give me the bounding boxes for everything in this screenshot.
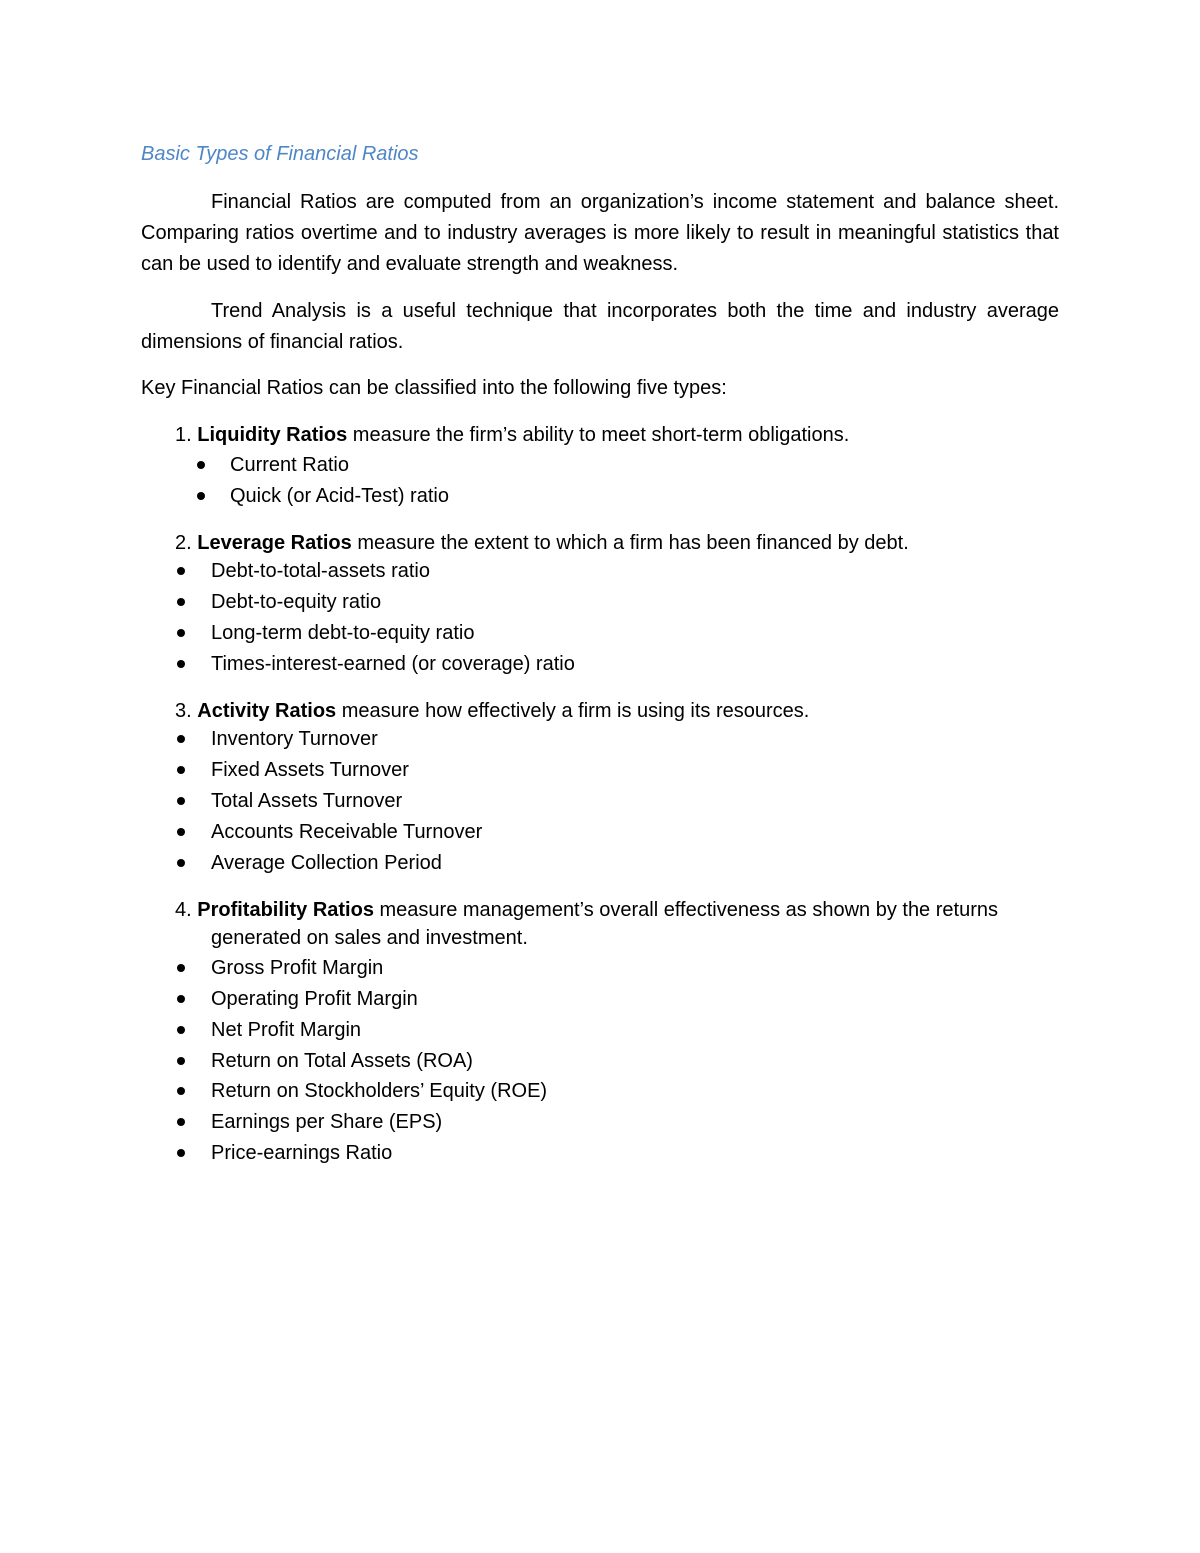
bullet-icon — [177, 1026, 185, 1034]
section-description: measure management’s overall effectiveness as shown by the returns — [373, 899, 998, 921]
list-item: Average Collection Period — [211, 852, 442, 874]
bullet-icon — [177, 859, 185, 867]
list-item: Return on Stockholders’ Equity (ROE) — [211, 1080, 548, 1102]
section-title: Leverage Ratios — [197, 532, 352, 554]
section-title: Activity Ratios — [197, 700, 337, 722]
intro-line: Key Financial Ratios can be classified into the following five types: — [141, 377, 727, 399]
section-description: measure how effectively a firm is using its resources. — [336, 700, 810, 722]
bullet-icon — [177, 1149, 185, 1157]
list-item: Current Ratio — [230, 454, 349, 476]
bullet-icon — [177, 964, 185, 972]
bullet-icon — [177, 828, 185, 836]
section-number: 4. — [175, 899, 192, 921]
section-number: 1. — [175, 424, 192, 446]
section-description-continued: generated on sales and investment. — [211, 927, 528, 949]
bullet-icon — [177, 660, 185, 668]
paragraph-text: Financial Ratios are computed from an organization’s income statement and balance sheet. Comparing ratios overtime and to industry averages is more likely to result in meaningful statistics that can be used to identify and evaluate strength and weakness. — [141, 191, 1059, 275]
list-item: Total Assets Turnover — [211, 790, 403, 812]
paragraph-text: Trend Analysis is a useful technique that incorporates both the time and industry average dimensions of financial ratios. — [141, 300, 1059, 353]
list-item: Return on Total Assets (ROA) — [211, 1050, 473, 1072]
section-description: measure the firm’s ability to meet short-term obligations. — [347, 424, 850, 446]
paragraph-financial-ratios — [141, 187, 1059, 280]
list-item: Debt-to-equity ratio — [211, 591, 382, 613]
list-item: Quick (or Acid-Test) ratio — [230, 485, 449, 507]
document-heading: Basic Types of Financial Ratios — [141, 143, 419, 165]
section-number: 3. — [175, 700, 192, 722]
section-liquidity-heading — [175, 421, 849, 449]
list-item: Net Profit Margin — [211, 1019, 362, 1041]
bullet-icon — [177, 735, 185, 743]
list-item: Operating Profit Margin — [211, 988, 418, 1010]
section-leverage-heading — [175, 529, 909, 557]
list-item: Long-term debt-to-equity ratio — [211, 622, 475, 644]
bullet-icon — [177, 1057, 185, 1065]
bullet-icon — [177, 598, 185, 606]
list-item: Times-interest-earned (or coverage) ratio — [211, 653, 575, 675]
bullet-icon — [177, 629, 185, 637]
bullet-icon — [177, 995, 185, 1003]
bullet-icon — [177, 1118, 185, 1126]
list-item: Gross Profit Margin — [211, 957, 384, 979]
paragraph-trend-analysis — [141, 296, 1059, 358]
bullet-icon — [177, 766, 185, 774]
section-title: Liquidity Ratios — [197, 424, 348, 446]
bullet-icon — [197, 461, 205, 469]
list-item: Fixed Assets Turnover — [211, 759, 409, 781]
bullet-icon — [177, 797, 185, 805]
bullet-icon — [197, 492, 205, 500]
section-activity-heading — [175, 697, 809, 725]
section-description: measure the extent to which a firm has been financed by debt. — [351, 532, 909, 554]
list-item: Accounts Receivable Turnover — [211, 821, 483, 843]
list-item: Debt-to-total-assets ratio — [211, 560, 430, 582]
section-title: Profitability Ratios — [197, 899, 374, 921]
list-item: Inventory Turnover — [211, 728, 378, 750]
list-item: Earnings per Share (EPS) — [211, 1111, 443, 1133]
section-profitability-heading — [175, 896, 998, 924]
bullet-icon — [177, 1087, 185, 1095]
list-item: Price-earnings Ratio — [211, 1142, 393, 1164]
bullet-icon — [177, 567, 185, 575]
section-number: 2. — [175, 532, 192, 554]
